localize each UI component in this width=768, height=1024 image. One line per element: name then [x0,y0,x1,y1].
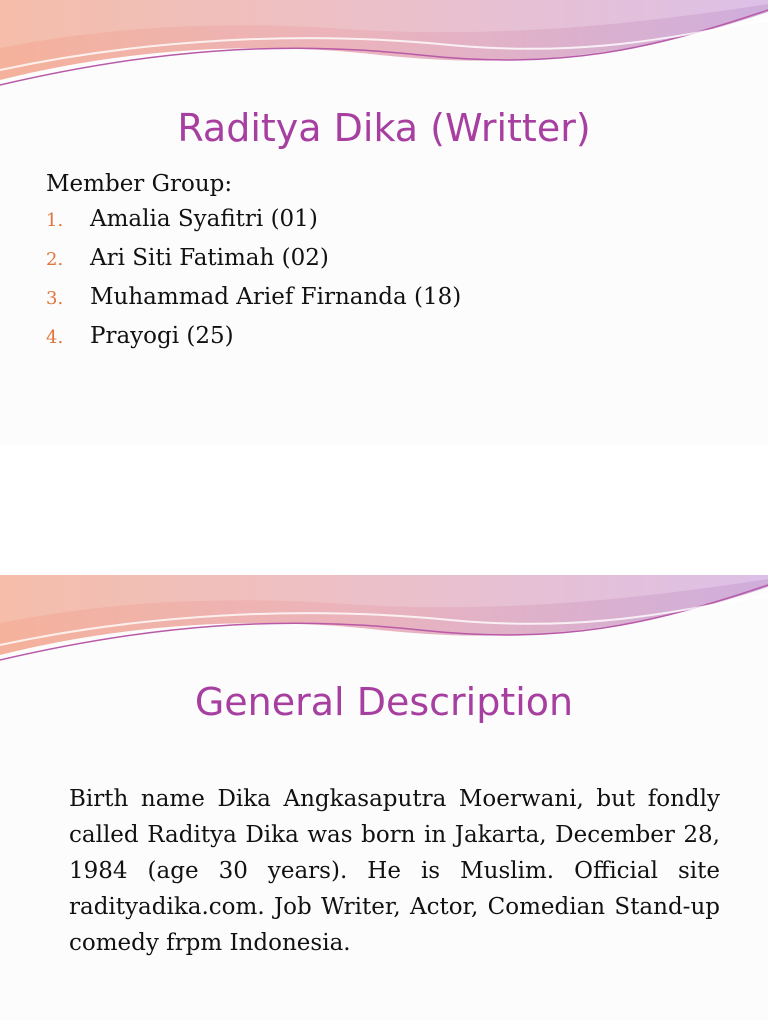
list-number: 3. [46,288,64,309]
member-list [46,206,461,362]
slide-header-decoration [0,575,768,675]
member-name: Prayogi (25) [90,323,234,349]
description-paragraph: Birth name Dika Angkasaputra Moerwani, but fondly called Raditya Dika was born in Jakarta, December 28, 1984 (age 30 years). He is Muslim. Official site radityadika.com. Job Writer, Actor, Comedian Stand-up comedy frpm Indonesia. [69,786,720,956]
slide-header-decoration [0,0,768,100]
slide-general-description [0,575,768,1020]
slide-gap [0,445,768,575]
list-number: 2. [46,249,64,270]
list-item [46,323,461,362]
member-name: Amalia Syafitri (01) [90,206,318,232]
member-name: Ari Siti Fatimah (02) [90,245,329,271]
list-number: 1. [46,210,64,231]
slide-title: General Description [194,680,574,724]
member-group-heading: Member Group: [46,171,233,197]
list-item [46,245,461,284]
slide-title: Raditya Dika (Writter) [177,106,591,150]
list-item [46,284,461,323]
list-number: 4. [46,327,64,348]
slide-member-group [0,0,768,445]
list-item [46,206,461,245]
member-name: Muhammad Arief Firnanda (18) [90,284,462,310]
